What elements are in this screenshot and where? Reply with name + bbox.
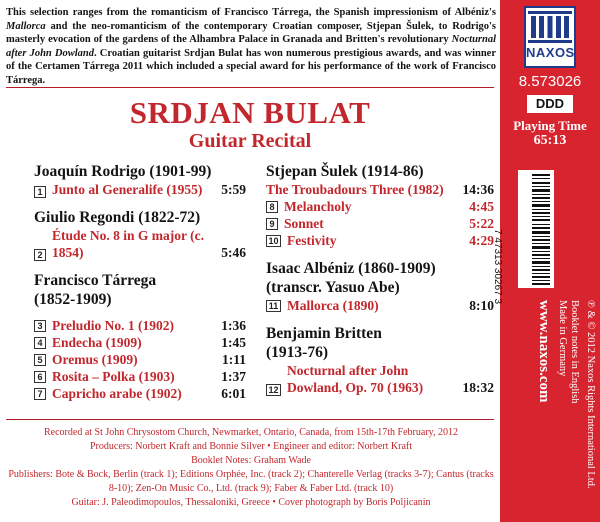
intro-italic-mallorca: Mallorca <box>6 20 46 32</box>
barcode-bars-icon <box>518 170 554 288</box>
track-row <box>34 181 246 198</box>
composer-britten-dates: (1913-76) <box>266 344 328 361</box>
composer-sulek: Stjepan Šulek (1914-86) <box>266 163 424 180</box>
track-number: 3 <box>34 320 46 332</box>
naxos-logo-text: NAXOS <box>526 45 575 60</box>
naxos-logo <box>524 6 576 68</box>
album-title: SRDJAN BULAT <box>129 95 371 130</box>
track-title: Mallorca (1890) <box>287 298 379 313</box>
track-duration: 8:10 <box>469 298 494 313</box>
track-number: 6 <box>34 371 46 383</box>
track-row <box>266 215 494 232</box>
track-duration: 1:36 <box>221 318 246 333</box>
naxos-columns-icon <box>528 11 572 43</box>
credit-line: Publishers: Bote & Bock, Berlin (track 1); Editions Orphée, Inc. (track 2); Chanterelle Verlag (tracks 3-7); Cantus (tracks 8-10); Zen-On Music Co., Ltd. (track 9); Faber & Faber Ltd. (track 10) <box>8 469 494 494</box>
intro-text-3: . Croatian guitarist Srdjan Bulat has won numerous prestigious awards, and was winner of the Certamen Tárrega 2011 which included a special award for his performance of the work of Francisco Tárrega. <box>6 47 496 86</box>
composer-albeniz: Isaac Albéniz (1860-1909) <box>266 260 436 277</box>
credit-line: Producers: Norbert Kraft and Bonnie Silver • Engineer and editor: Norbert Kraft <box>89 441 412 452</box>
work-row <box>266 181 494 198</box>
track-title: Sonnet <box>284 216 324 231</box>
track-title: Melancholy <box>284 199 352 214</box>
ddd-badge: DDD <box>527 95 573 113</box>
intro-italic-nocturnal: Nocturnal after John Dowland <box>6 34 496 59</box>
track-title: Junto al Generalife (1955) <box>52 182 203 197</box>
track-number: 12 <box>266 384 281 396</box>
track-row <box>266 232 494 249</box>
composer-regondi: Giulio Regondi (1822-72) <box>34 209 201 226</box>
playing-time-label: Playing Time <box>513 118 587 133</box>
copyright-text: ℗ & © 2012 Naxos Rights International Ltd. <box>585 300 596 489</box>
made-in-text: Made in Germany <box>557 300 568 377</box>
track-number: 7 <box>34 388 46 400</box>
track-duration: 5:59 <box>221 182 246 197</box>
track-row <box>34 385 246 402</box>
track-row <box>266 297 494 314</box>
intro-text-2: and the neo-romanticism of the contemporary Croatian composer, Stjepan Šulek, to Rodrigo's masterly evocation of the gardens of the Alhambra Palace in Granada and Britten's revolutionary <box>6 20 496 45</box>
track-number: 11 <box>266 300 281 312</box>
track-number: 10 <box>266 235 281 247</box>
tracklist-left <box>34 162 246 402</box>
track-row <box>34 334 246 351</box>
track-number: 1 <box>34 186 46 198</box>
barcode-digits: 7 47313 30267 3 <box>492 229 503 305</box>
track-row <box>266 198 494 215</box>
track-number: 9 <box>266 218 278 230</box>
barcode <box>518 170 554 288</box>
track-duration: 1:37 <box>221 369 246 384</box>
track-row <box>34 227 246 261</box>
track-row <box>34 317 246 334</box>
track-title: Endecha (1909) <box>52 335 142 350</box>
credits-block <box>6 426 496 510</box>
naxos-url[interactable]: www.naxos.com <box>536 300 552 403</box>
track-row <box>34 351 246 368</box>
booklet-notes-text: Booklet notes in English <box>569 300 580 404</box>
composer-tarrega: Francisco Tárrega <box>34 272 157 289</box>
work-duration: 14:36 <box>462 182 494 197</box>
intro-text-1: This selection ranges from the romanticism of Francisco Tárrega, the Spanish impressionism of Albéniz's <box>6 7 496 18</box>
track-title: Festivity <box>287 233 337 248</box>
work-title: The Troubadours Three (1982) <box>266 182 444 197</box>
track-title: Rosita – Polka (1903) <box>52 369 175 384</box>
track-duration: 4:45 <box>469 199 494 214</box>
track-duration: 4:29 <box>469 233 494 248</box>
catalog-number: 8.573026 <box>518 73 582 90</box>
track-duration: 1:45 <box>221 335 246 350</box>
track-duration: 18:32 <box>462 380 494 395</box>
composer-britten: Benjamin Britten <box>266 325 382 342</box>
top-divider <box>6 87 494 88</box>
track-title: Preludio No. 1 (1902) <box>52 318 174 333</box>
composer-rodrigo: Joaquín Rodrigo (1901-99) <box>34 163 212 180</box>
track-title: Oremus (1909) <box>52 352 138 367</box>
composer-tarrega-dates: (1852-1909) <box>34 291 112 308</box>
credit-line: Recorded at St John Chrysostom Church, Newmarket, Ontario, Canada, from 15th-17th February, 2012 <box>44 427 458 438</box>
track-title: Étude No. 8 in G major (c. 1854) <box>52 228 204 260</box>
playing-time-value: 65:13 <box>533 133 567 148</box>
credit-line: Guitar: J. Paleodimopoulos, Thessaloniki, Greece • Cover photograph by Boris Poljicanin <box>71 497 431 508</box>
credit-line: Booklet Notes: Graham Wade <box>191 455 311 466</box>
track-number: 5 <box>34 354 46 366</box>
track-number: 4 <box>34 337 46 349</box>
composer-albeniz-transcriber: (transcr. Yasuo Abe) <box>266 279 400 296</box>
tracklist-right <box>266 162 494 396</box>
track-duration: 5:22 <box>469 216 494 231</box>
track-number: 2 <box>34 249 46 261</box>
track-title: Capricho arabe (1902) <box>52 386 182 401</box>
album-subtitle: Guitar Recital <box>188 130 312 152</box>
intro-paragraph <box>6 6 496 87</box>
track-duration: 5:46 <box>221 245 246 260</box>
track-duration: 6:01 <box>221 386 246 401</box>
track-row <box>34 368 246 385</box>
bottom-divider <box>6 419 494 420</box>
track-number: 8 <box>266 201 278 213</box>
track-duration: 1:11 <box>221 352 246 367</box>
track-title: Nocturnal after John Dowland, Op. 70 (1963) <box>287 363 424 395</box>
track-row <box>266 362 494 396</box>
